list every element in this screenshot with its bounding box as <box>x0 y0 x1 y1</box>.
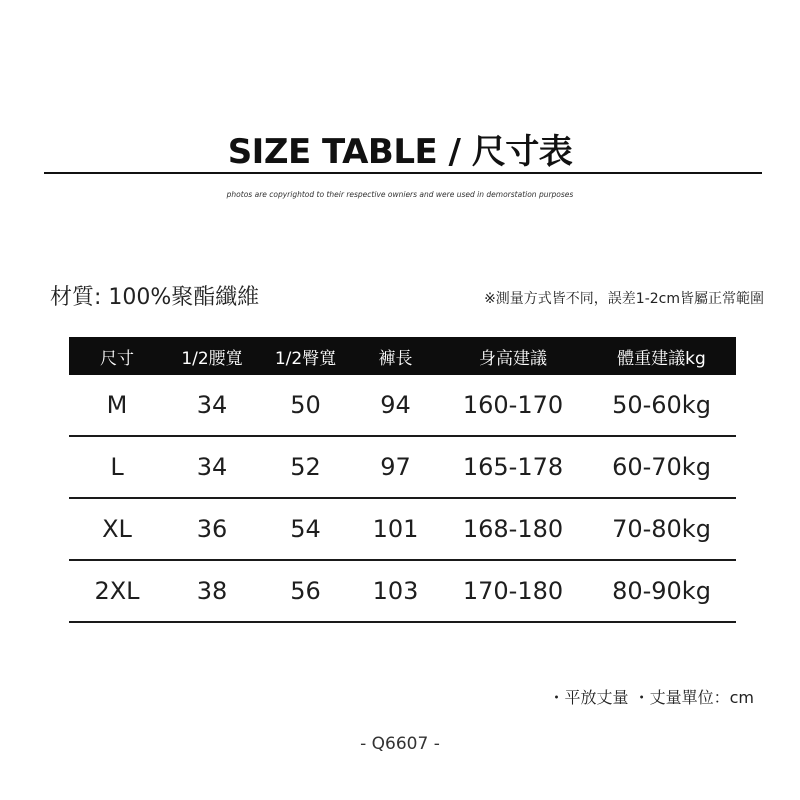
cell-weight: 60-70kg <box>612 453 711 481</box>
size-table <box>69 337 736 623</box>
cell-half-waist: 34 <box>196 391 228 419</box>
cell-half-waist: 38 <box>196 577 228 605</box>
cell-half-hip: 52 <box>290 453 321 481</box>
header-height: 身高建議 <box>479 348 547 369</box>
table-row <box>69 561 736 623</box>
cell-height: 168-180 <box>462 515 564 543</box>
cell-pants-length: 103 <box>372 577 419 605</box>
page-title: SIZE TABLE / 尺寸表 <box>227 132 573 172</box>
table-row <box>69 375 736 437</box>
cell-half-waist: 36 <box>196 515 228 543</box>
table-row <box>69 499 736 561</box>
cell-pants-length: 101 <box>372 515 419 543</box>
product-code: - Q6607 - <box>360 734 440 754</box>
cell-half-hip: 54 <box>290 515 321 543</box>
measurement-footer-note: ・平放丈量 ・丈量單位：cm <box>548 688 754 707</box>
cell-weight: 80-90kg <box>612 577 711 605</box>
cell-pants-length: 97 <box>380 453 411 481</box>
header-size: 尺寸 <box>100 348 134 369</box>
measurement-note: ※測量方式皆不同，誤差1-2cm皆屬正常範圍 <box>484 291 764 307</box>
cell-pants-length: 94 <box>380 391 411 419</box>
cell-height: 170-180 <box>462 577 564 605</box>
header-half-waist: 1/2腰寬 <box>181 348 243 369</box>
title-divider <box>44 172 762 174</box>
header-half-hip: 1/2臀寬 <box>274 348 337 369</box>
material-label: 材質: 100%聚酯纖維 <box>50 285 260 310</box>
cell-half-hip: 56 <box>290 577 321 605</box>
cell-height: 165-178 <box>462 453 564 481</box>
cell-size: XL <box>102 515 132 543</box>
copyright-subtitle: photos are copyrightod to their respective owniers and were used in demorstation purposes <box>226 190 574 199</box>
table-row <box>69 437 736 499</box>
cell-size: L <box>110 453 124 481</box>
table-header <box>69 337 736 375</box>
cell-half-waist: 34 <box>196 453 228 481</box>
cell-size: M <box>106 391 128 419</box>
cell-half-hip: 50 <box>290 391 321 419</box>
header-pants-length: 褲長 <box>378 348 413 369</box>
cell-height: 160-170 <box>462 391 564 419</box>
cell-weight: 50-60kg <box>612 391 711 419</box>
cell-weight: 70-80kg <box>612 515 711 543</box>
header-weight: 體重建議kg <box>617 348 706 369</box>
cell-size: 2XL <box>94 577 140 605</box>
